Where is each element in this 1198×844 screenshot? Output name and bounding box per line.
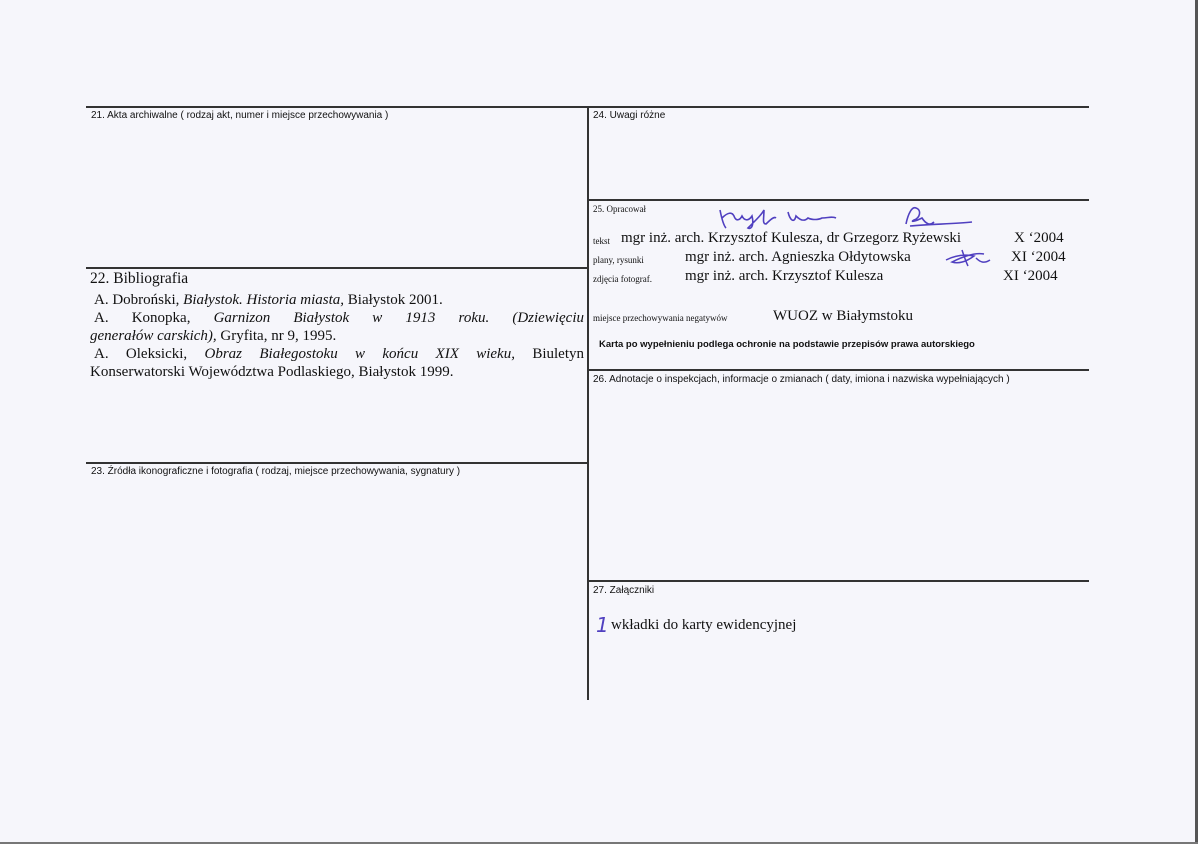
rule-26-27 — [588, 580, 1089, 582]
rule-24-25 — [588, 199, 1089, 201]
attachments-count: 1 — [596, 613, 609, 637]
section-22-title: 22. Bibliografia — [90, 270, 189, 287]
negatives-value: WUOZ w Białymstoku — [773, 308, 913, 324]
attachments-text: wkładki do karty ewidencyjnej — [611, 617, 797, 633]
signature-ryzewski — [900, 204, 980, 230]
bibliography-list — [90, 291, 584, 381]
section-26-label: 26. Adnotacje o inspekcjach, informacje o zmianach ( daty, imiona i nazwiska wypełniających ) — [593, 374, 1010, 385]
signature-oldytowska — [944, 248, 992, 268]
rule-22-23 — [86, 462, 589, 464]
column-divider — [587, 106, 589, 700]
row-zdjecia-date: XI ‘2004 — [1003, 268, 1058, 284]
row-zdjecia-kind: zdjęcia fotograf. — [593, 274, 652, 284]
row-zdjecia-author: mgr inż. arch. Krzysztof Kulesza — [685, 268, 884, 284]
rule-25-26 — [588, 369, 1089, 371]
bibliography-item: A. Oleksicki, Obraz Białegostoku w końcu XIX wieku, Biuletyn — [94, 346, 584, 362]
section-27-label: 27. Załączniki — [593, 585, 655, 596]
bibliography-item: A. Konopka, Garnizon Białystok w 1913 roku. (Dziewięciu — [94, 310, 584, 326]
bibliography-item: A. Dobroński, Białystok. Historia miasta, Białystok 2001. — [94, 292, 443, 308]
section-24-label: 24. Uwagi różne — [593, 110, 666, 121]
copyright-note: Karta po wypełnieniu podlega ochronie na podstawie przepisów prawa autorskiego — [599, 339, 975, 350]
section-21-label: 21. Akta archiwalne ( rodzaj akt, numer i miejsce przechowywania ) — [91, 110, 389, 121]
row-tekst-date: X ‘2004 — [1014, 230, 1064, 246]
section-23-label: 23. Źródła ikonograficzne i fotografia ( rodzaj, miejsce przechowywania, sygnatury ) — [91, 466, 461, 477]
bibliography-item-cont: generałów carskich), Gryfita, nr 9, 1995. — [90, 328, 337, 344]
negatives-label: miejsce przechowywania negatywów — [593, 313, 728, 323]
signature-kulesza — [718, 206, 858, 232]
row-plany-date: XI ‘2004 — [1011, 249, 1066, 265]
row-tekst-kind: tekst — [593, 236, 610, 246]
row-plany-kind: plany, rysunki — [593, 255, 644, 265]
bibliography-item-cont: Konserwatorski Województwa Podlaskiego, Białystok 1999. — [90, 364, 454, 380]
row-tekst-author: mgr inż. arch. Krzysztof Kulesza, dr Grzegorz Ryżewski — [621, 230, 962, 246]
row-plany-author: mgr inż. arch. Agnieszka Ołdytowska — [685, 249, 911, 265]
rule-21-22 — [86, 267, 589, 269]
section-25-label: 25. Opracował — [593, 204, 646, 214]
